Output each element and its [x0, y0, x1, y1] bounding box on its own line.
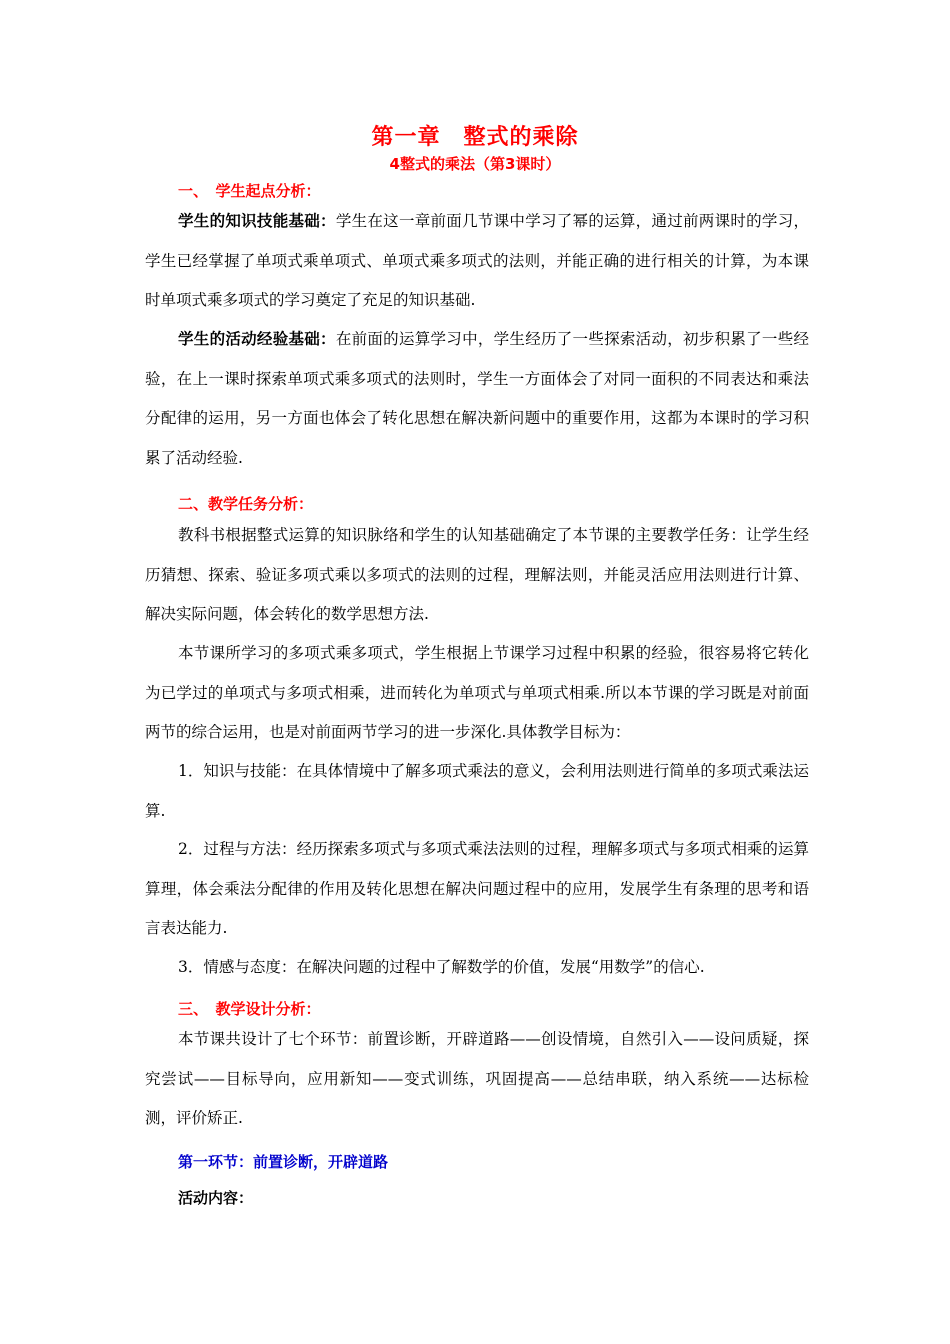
experience-text: 在前面的运算学习中，学生经历了一些探索活动，初步积累了一些经验，在上一课时探索单项式乘多项式的法则时，学生一方面体会了对同一面积的不同表达和乘法分配律的运用，另一方面也体会了转化思想在解决新问题中的重要作用，这都为本课时的学习积累了活动经验.	[145, 330, 809, 467]
section2-heading: 二、教学任务分析：	[178, 495, 314, 513]
chapter-title: 第一章 整式的乘除	[371, 125, 579, 150]
section2-paragraph-1: 教科书根据整式运算的知识脉络和学生的认知基础确定了本节课的主要教学任务：让学生经历猜想、探索、验证多项式乘以多项式的法则的过程，理解法则，并能灵活应用法则进行计算、解决实际问题，体会转化的数学思想方法.	[145, 526, 809, 623]
activity-content-label: 活动内容：	[178, 1189, 254, 1207]
teaching-goal-1: 1．知识与技能：在具体情境中了解多项式乘法的意义，会利用法则进行简单的多项式乘法运算.	[145, 762, 809, 820]
section3-paragraph-1: 本节课共设计了七个环节：前置诊断，开辟道路——创设情境，自然引入——设问质疑，探究尝试——目标导向，应用新知——变式训练，巩固提高——总结串联，纳入系统——达标检测，评价矫正.	[145, 1030, 809, 1127]
knowledge-text: 学生在这一章前面几节课中学习了幂的运算，通过前两课时的学习，学生已经掌握了单项式乘单项式、单项式乘多项式的法则，并能正确的进行相关的计算，为本课时单项式乘多项式的学习奠定了充足的知识基础.	[145, 212, 809, 309]
step1-heading: 第一环节：前置诊断，开辟道路	[178, 1153, 389, 1171]
teaching-goal-3: 3．情感与态度：在解决问题的过程中了解数学的价值，发展“用数学”的信心.	[178, 958, 705, 976]
section2-paragraph-2: 本节课所学习的多项式乘多项式，学生根据上节课学习过程中积累的经验，很容易将它转化为已学过的单项式与多项式相乘，进而转化为单项式与单项式相乘.所以本节课的学习既是对前面两节的综合运用，也是对前面两节学习的进一步深化.具体教学目标为：	[145, 644, 809, 741]
teaching-goal-2: 2．过程与方法：经历探索多项式与多项式乘法法则的过程，理解多项式与多项式相乘的运算算理，体会乘法分配律的作用及转化思想在解决问题过程中的应用，发展学生有条理的思考和语言表达能力.	[145, 840, 809, 937]
section1-paragraph-experience	[145, 320, 809, 478]
knowledge-label: 学生的知识技能基础：	[178, 212, 336, 230]
section1-paragraph-knowledge	[145, 202, 809, 321]
experience-label: 学生的活动经验基础：	[178, 330, 336, 348]
lesson-subtitle: 4整式的乘法（第3课时）	[389, 155, 561, 173]
section1-heading: 一、 学生起点分析：	[178, 182, 321, 200]
section3-heading: 三、 教学设计分析：	[178, 1000, 321, 1018]
